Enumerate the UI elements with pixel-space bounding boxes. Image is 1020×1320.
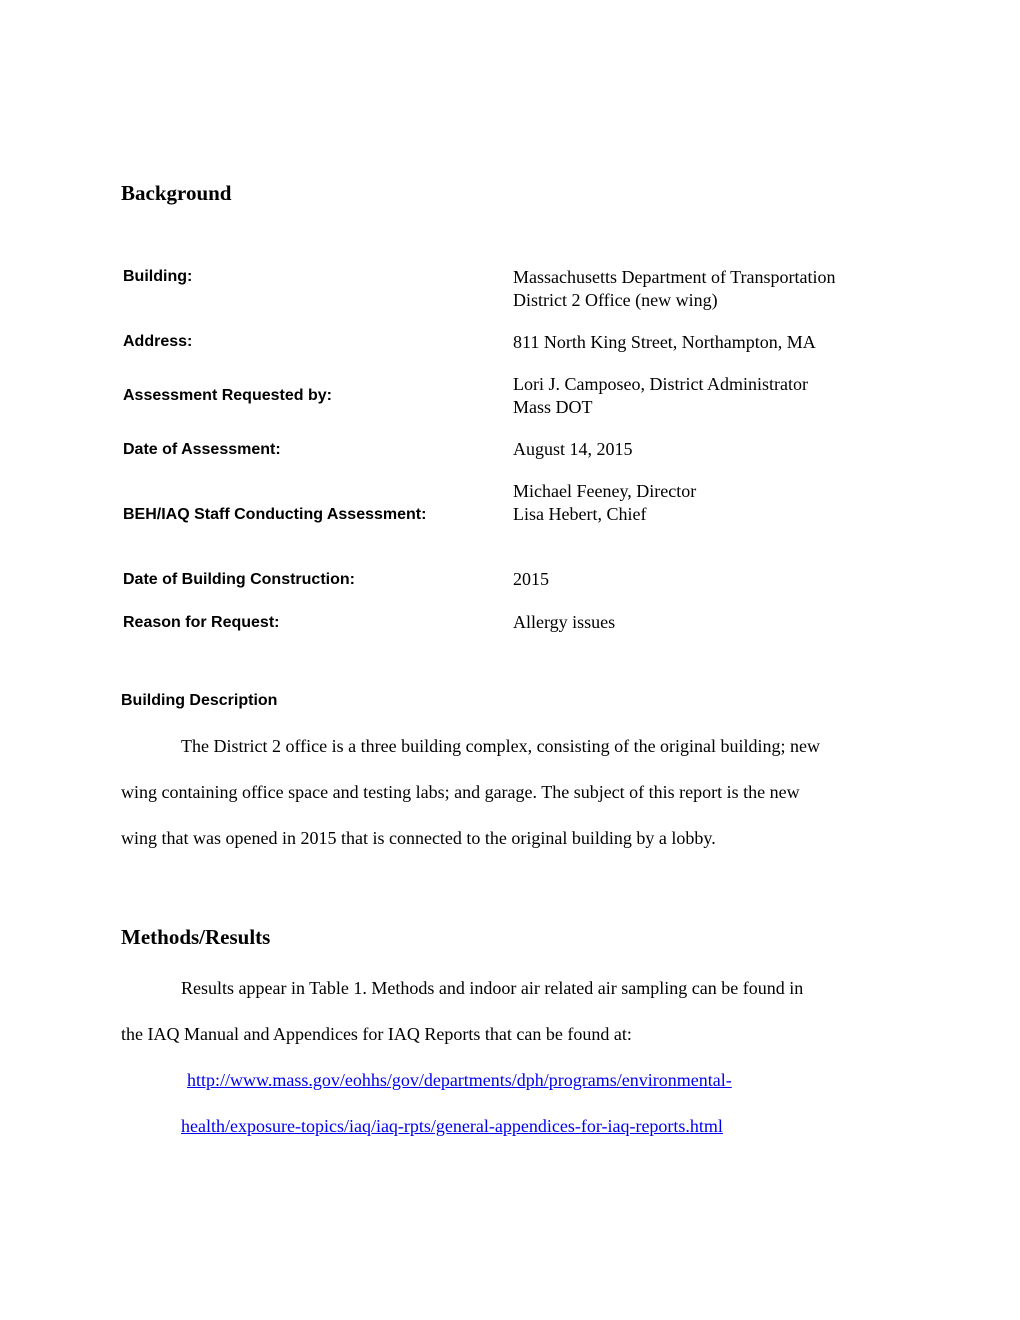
staff-value-line1: Michael Feeney, Director <box>513 481 697 501</box>
methods-line1: Results appear in Table 1. Methods and indoor air related air sampling can be found in <box>181 978 804 998</box>
description-line2: wing containing office space and testing labs; and garage. The subject of this report is the new <box>121 782 800 802</box>
staff-label: BEH/IAQ Staff Conducting Assessment: <box>123 506 427 523</box>
construction-label: Date of Building Construction: <box>123 571 355 588</box>
address-label: Address: <box>123 333 193 350</box>
building-description-heading: Building Description <box>121 692 278 709</box>
date-label: Date of Assessment: <box>123 441 281 458</box>
building-value-line2: District 2 Office (new wing) <box>513 290 718 310</box>
reason-label: Reason for Request: <box>123 614 280 631</box>
description-line3: wing that was opened in 2015 that is connected to the original building by a lobby. <box>121 828 716 848</box>
description-line1: The District 2 office is a three building complex, consisting of the original building; new <box>181 736 821 756</box>
date-value: August 14, 2015 <box>513 439 633 459</box>
requested-value-line2: Mass DOT <box>513 397 593 417</box>
reason-value: Allergy issues <box>513 612 616 632</box>
appendices-link-line2[interactable]: health/exposure-topics/iaq/iaq-rpts/general-appendices-for-iaq-reports.html <box>181 1116 723 1136</box>
requested-value-line1: Lori J. Camposeo, District Administrator <box>513 374 808 394</box>
construction-value: 2015 <box>513 569 549 589</box>
building-label: Building: <box>123 268 193 285</box>
building-value-line1: Massachusetts Department of Transportation <box>513 267 836 287</box>
requested-label: Assessment Requested by: <box>123 387 332 404</box>
address-value: 811 North King Street, Northampton, MA <box>513 332 816 352</box>
methods-results-heading: Methods/Results <box>121 925 271 949</box>
methods-line2: the IAQ Manual and Appendices for IAQ Reports that can be found at: <box>121 1024 632 1044</box>
background-heading: Background <box>121 181 232 205</box>
appendices-link-line1[interactable]: http://www.mass.gov/eohhs/gov/departments/dph/programs/environmental- <box>187 1070 732 1090</box>
staff-value-line2: Lisa Hebert, Chief <box>513 504 647 524</box>
